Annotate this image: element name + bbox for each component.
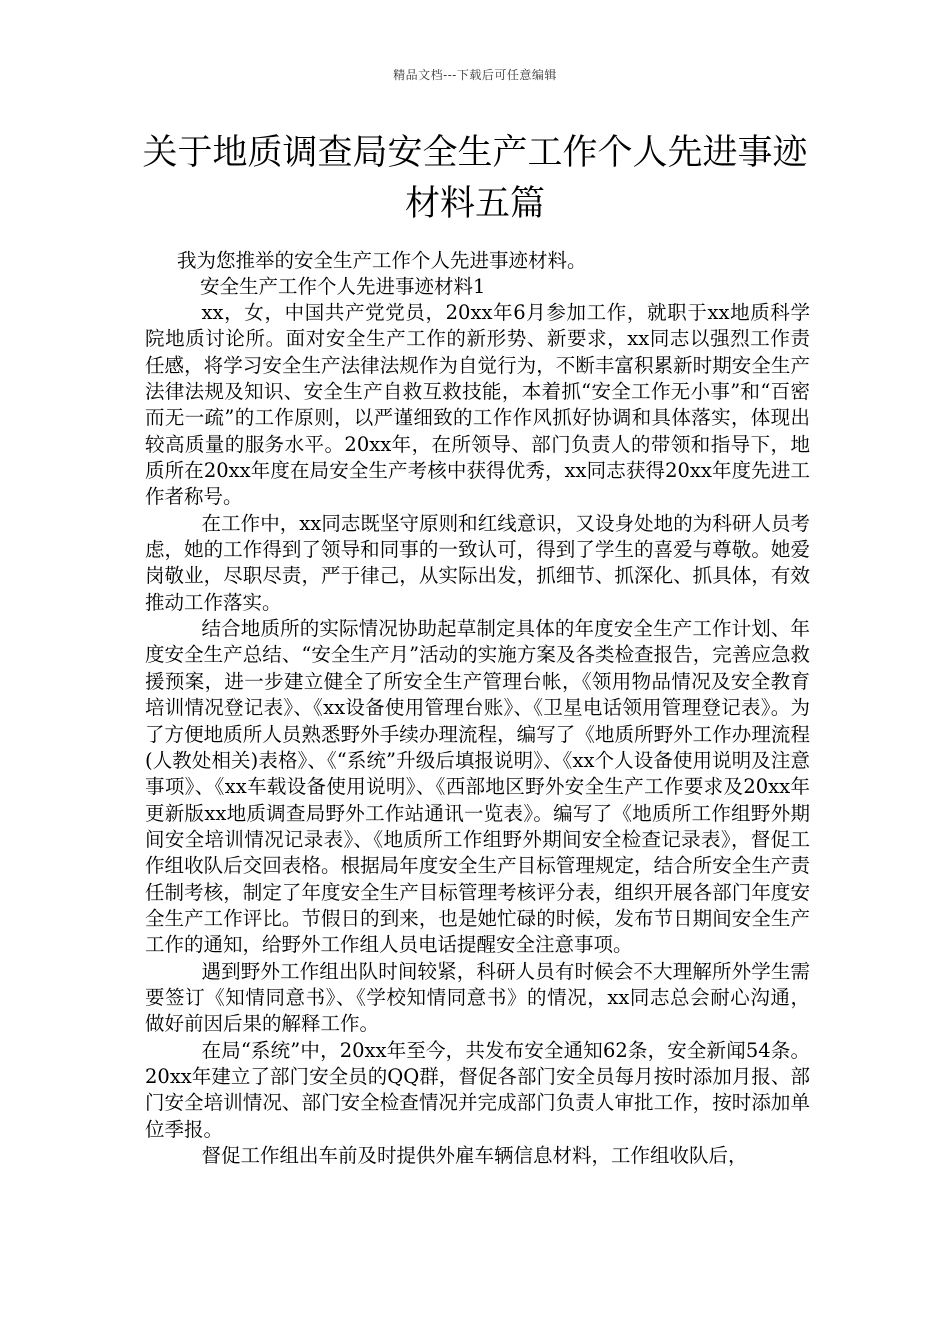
document-body: [145, 300, 810, 1169]
header-note: 精品文档---下载后可任意编辑: [393, 68, 557, 82]
section-title: 安全生产工作个人先进事迹材料1: [200, 275, 486, 298]
document-title: 关于地质调查局安全生产工作个人先进事迹材料五篇: [142, 133, 808, 224]
paragraph-1: xx，女，中国共产党党员，20xx年6月参加工作，就职于xx地质科学院地质讨论所。面对安全生产工作的新形势、新要求，xx同志以强烈工作责任感，将学习安全生产法律法规作为自觉行为，不断丰富积累新时期安全生产法律法规及知识、安全生产自救互救技能，本着抓“安全工作无小事”和“百密而无一疏”的工作原则，以严谨细致的工作作风抓好协调和具体落实，体现出较高质量的服务水平。20xx年，在所领导、部门负责人的带领和指导下，地质所在20xx年度在局安全生产考核中获得优秀，xx同志获得20xx年度先进工作者称号。: [145, 301, 810, 509]
intro-line: 我为您推举的安全生产工作个人先进事迹材料。: [177, 249, 587, 272]
paragraph-4: 遇到野外工作组出队时间较紧，科研人员有时候会不大理解所外学生需要签订《知情同意书》、《学校知情同意书》的情况，xx同志总会耐心沟通，做好前因后果的解释工作。: [145, 959, 810, 1036]
paragraph-3: 结合地质所的实际情况协助起草制定具体的年度安全生产工作计划、年度安全生产总结、“安全生产月”活动的实施方案及各类检查报告，完善应急救援预案，进一步建立健全了所安全生产管理台帐，《领用物品情况及安全教育培训情况登记表》、《xx设备使用管理台账》、《卫星电话领用管理登记表》。为了方便地质所人员熟悉野外手续办理流程，编写了《地质所野外工作办理流程(人教处相关)表格》、《“系统”升级后填报说明》、《xx个人设备使用说明及注意事项》、《xx车载设备使用说明》、《西部地区野外安全生产工作要求及20xx年更新版xx地质调查局野外工作站通讯一览表》。编写了《地质所工作组野外期间安全培训情况记录表》、《地质所工作组野外期间安全检查记录表》，督促工作组收队后交回表格。根据局年度安全生产目标管理规定，结合所安全生产责任制考核，制定了年度安全生产目标管理考核评分表，组织开展各部门年度安全生产工作评比。节假日的到来，也是她忙碌的时候，发布节日期间安全生产工作的通知，给野外工作组人员电话提醒安全注意事项。: [145, 617, 810, 957]
paragraph-2: 在工作中，xx同志既坚守原则和红线意识，又设身处地的为科研人员考虑，她的工作得到了领导和同事的一致认可，得到了学生的喜爱与尊敬。她爱岗敬业，尽职尽责，严于律己，从实际出发，抓细节、抓深化、抓具体，有效推动工作落实。: [145, 511, 810, 614]
paragraph-5: 在局“系统”中，20xx年至今，共发布安全通知62条，安全新闻54条。20xx年建立了部门安全员的QQ群，督促各部门安全员每月按时添加月报、部门安全培训情况、部门安全检查情况并完成部门负责人审批工作，按时添加单位季报。: [145, 1038, 810, 1141]
paragraph-6: 督促工作组出车前及时提供外雇车辆信息材料，工作组收队后，: [201, 1144, 748, 1167]
